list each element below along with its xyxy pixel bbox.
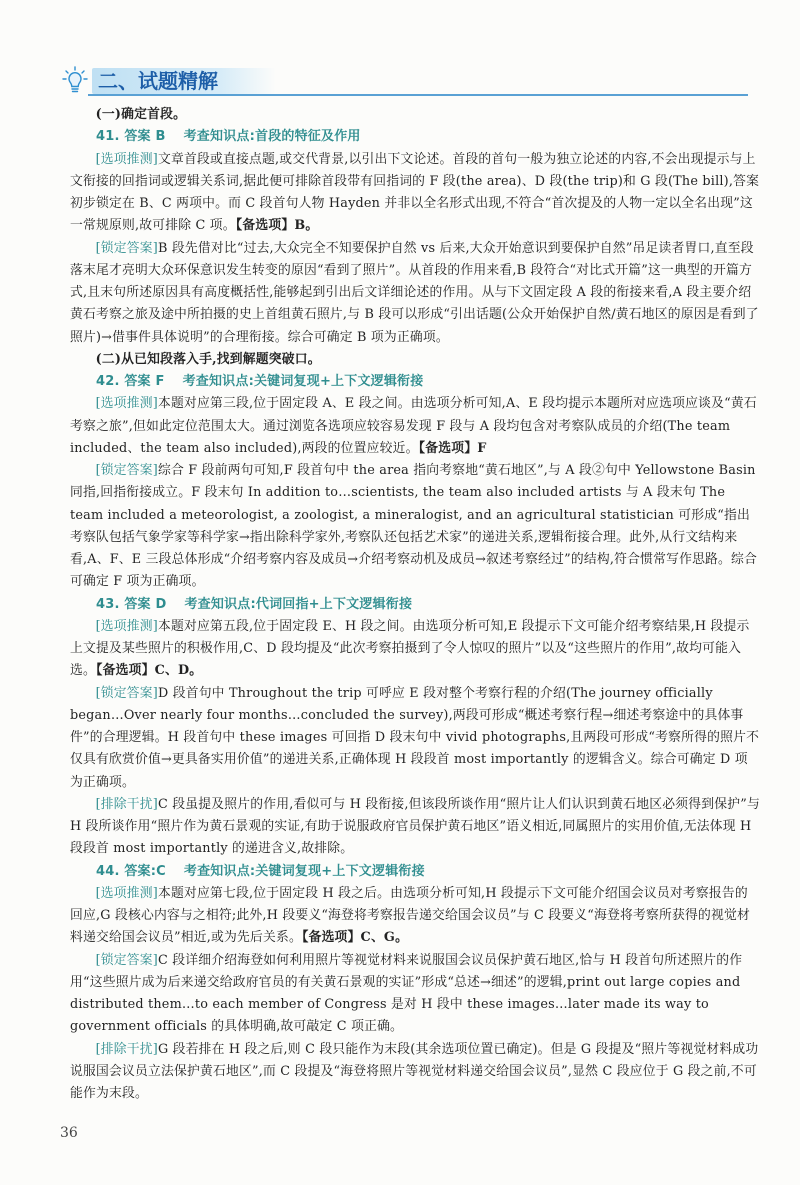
paragraph-text: 本题对应第五段,位于固定段 E、H 段之间。由选项分析可知,E 段提示下文可能介绍考察结果,H 段提示上文提及某些照片的积极作用,C、D 段均提及“此次考察拍摄到了令人惊叹的照片”以及“这些照片的作用”,故均可能入选。 [70,618,750,679]
question-heading [70,371,760,393]
backup-options: 【备选项】C、G。 [301,930,409,946]
question-heading [70,861,760,883]
answer-label: 43. 答案 D [96,596,167,612]
backup-options: 【备选项】C、D。 [96,663,203,679]
section-title: 二、试题精解 [92,68,276,94]
explanation-paragraph [70,393,760,460]
backup-options: 【备选项】F [418,440,487,456]
paragraph-text: C 段虽提及照片的作用,看似可与 H 段衔接,但该段所谈作用“照片让人们认识到黄石地区必须得到保护”与 H 段所谈作用“照片作为黄石景观的实证,有助于说服政府官员保护黄石地区”语义相近,同属照片的实用价值,无法体现 H 段段首 most importantly 的递进含义,故排除。 [70,796,761,857]
paragraph-tag: [排除干扰] [95,796,158,812]
paragraph-tag: [排除干扰] [95,1041,158,1057]
paragraph-tag: [选项推测] [95,885,158,901]
paragraph-tag: [锁定答案] [95,463,158,478]
paragraph-text: 文章首段或直接点题,或交代背景,以引出下文论述。首段的首句一般为独立论述的内容,不会出现提示与上文衔接的回指词或逻辑关系词,据此便可排除首段带有回指词的 F 段(the area)、D 段(the trip)和 G 段(The bill),答案初步锁定在 B、C 两项中。而 C 段首句人物 Hayden 并非以全名形式出现,不符合“首次提及的人物一定以全名出现”这一常规原则,故可排除 C 项。 [70,151,760,234]
lightbulb-icon [62,66,88,98]
section-heading: (二)从已知段落入手,找到解题突破口。 [95,351,321,367]
paragraph-text: C 段详细介绍海登如何利用照片等视觉材料来说服国会议员保护黄石地区,恰与 H 段首句所述照片的作用“这些照片成为后来递交给政府官员的有关黄石景观的实证”形成“总述→细述”的逻辑,print out large copies and distributed them…to each member of Congress 是对 H 段中 these images…later made its way to government officials 的具体明确,故可敲定 C 项正确。 [70,952,743,1035]
paragraph-tag: [锁定答案] [95,240,158,256]
knowledge-point: 考查知识点:首段的特征及作用 [183,129,361,145]
explanation-paragraph [70,683,760,794]
explanation-paragraph [70,616,760,683]
paragraph-tag: [锁定答案] [95,952,158,968]
explanation-paragraph [70,238,760,349]
paragraph-text: B 段先借对比“过去,大众完全不知要保护自然 vs 后来,大众开始意识到要保护自然”吊足读者胃口,直至段落末尾才亮明大众环保意识发生转变的原因“看到了照片”。从首段的作用来看,B 段符合“对比式开篇”这一典型的开篇方式,且末句所述原因具有高度概括性,能够起到引出后文详细论述的作用。从与下文固定段 A 段的衔接来看,A 段主要介绍黄石考察之旅及途中所拍摄的史上首组黄石照片,与 B 段可以形成“引出话题(公众开始保护自然/黄石地区的原因是看到了照片)→借事件具体说明”的合理衔接。综合可确定 B 项为正确项。 [70,240,759,345]
knowledge-point: 考查知识点:关键词复现+上下文逻辑衔接 [182,374,424,389]
page-number: 36 [60,1125,78,1141]
explanation-paragraph [70,1039,760,1106]
answer-label: 42. 答案 F [96,374,165,389]
paragraph-text: D 段首句中 Throughout the trip 可呼应 E 段对整个考察行程的介绍(The journey officially began…Over nearly four months…concluded the survey),两段可形成“概述考察行程→细述考察途中的具体事件”的合理逻辑。H 段首句中 these images 可回指 D 段末句中 vivid photographs,且两段可形成“考察所得的照片不仅具有欣赏价值→更具备实用价值”的递进关系,正确体现 H 段段首 most importantly 的逻辑含义。综合可确定 D 项为正确项。 [70,685,760,790]
answer-label: 44. 答案:C [96,863,166,879]
explanation-paragraph [70,794,760,861]
section-heading: (一)确定首段。 [95,107,187,122]
paragraph-text: 本题对应第三段,位于固定段 A、E 段之间。由选项分析可知,A、E 段均提示本题所对应选项应谈及“黄石考察之旅”,但如此定位范围太大。通过浏览各选项应较容易发现 F 段与 A 段均包含对考察队成员的介绍(The team included、the team also included),两段的位置应较近。 [70,396,757,456]
section-header [58,66,748,98]
paragraph-text: 综合 F 段前两句可知,F 段首句中 the area 指向考察地“黄石地区”,与 A 段②句中 Yellowstone Basin 同指,回指衔接成立。F 段末句 In addition to…scientists, the team also included artists 与 A 段末句 The team included a meteorologist, a zoologist, a mineralogist, and an agricultural statistician 可形成“指出考察队包括气象学家等科学家→指出除科学家外,考察队还包括艺术家”的递进关系,逻辑衔接合理。此外,从行文结构来看,A、F、E 三段总体形成“介绍考察内容及成员→介绍考察动机及成员→叙述考察经过”的结构,符合惯常写作思路。综合可确定 F 项为正确项。 [70,463,758,590]
paragraph-text: G 段若排在 H 段之后,则 C 段只能作为末段(其余选项位置已确定)。但是 G 段提及“照片等视觉材料成功说服国会议员立法保护黄石地区”,而 C 段提及“海登将照片等视觉材料递交给国会议员”,显然 C 段应位于 G 段之前,不可能作为末段。 [70,1041,759,1101]
explanation-paragraph [70,149,760,238]
header-rule [88,94,748,96]
explanation-paragraph [70,883,760,950]
knowledge-point: 考查知识点:代词回指+上下文逻辑衔接 [184,596,413,612]
question-heading [70,126,760,148]
paragraph-text: 本题对应第七段,位于固定段 H 段之后。由选项分析可知,H 段提示下文可能介绍国会议员对考察报告的回应,G 段核心内容与之相符;此外,H 段要义“海登将考察报告递交给国会议员”与 C 段要义“海登将考察所获得的视觉材料递交给国会议员”相近,或为先后关系。 [70,885,750,946]
paragraph-tag: [选项推测] [95,396,158,412]
paragraph-tag: [选项推测] [95,618,158,634]
explanation-paragraph [70,950,760,1039]
explanation-paragraph [70,460,760,594]
answer-explanations [70,104,760,1105]
answer-label: 41. 答案 B [96,129,166,145]
paragraph-tag: [锁定答案] [95,685,158,701]
question-heading [70,594,760,616]
paragraph-tag: [选项推测] [95,151,158,167]
knowledge-point: 考查知识点:关键词复现+上下文逻辑衔接 [183,863,425,879]
backup-options: 【备选项】B。 [235,218,319,234]
